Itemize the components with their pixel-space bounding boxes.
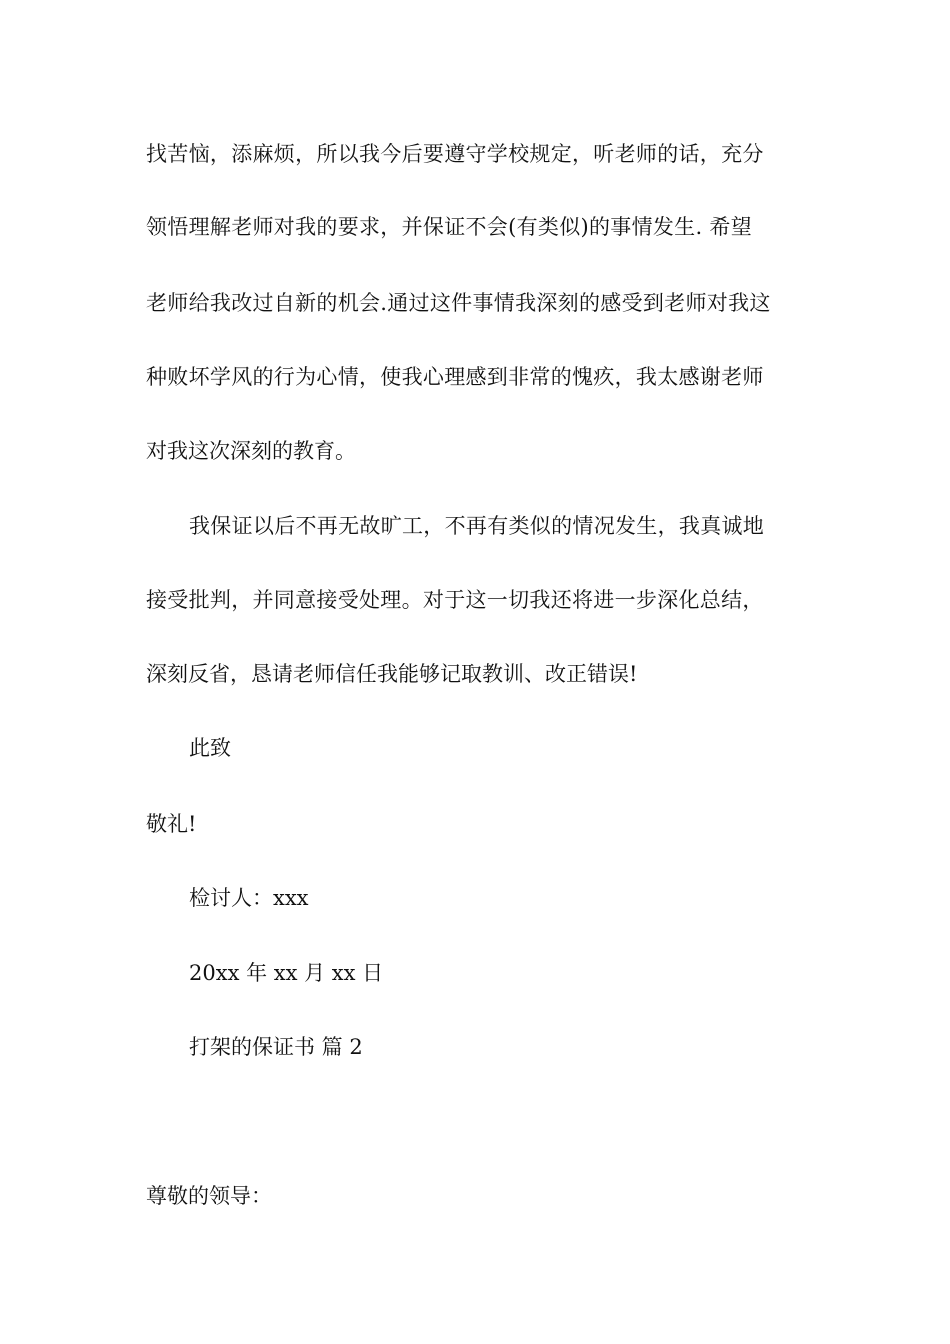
paragraph-1-line-3: 老师给我改过自新的机会.通过这件事情我深刻的感受到老师对我这 bbox=[146, 291, 771, 315]
paragraph-1-line-4: 种败坏学风的行为心情，使我心理感到非常的愧疚，我太感谢老师 bbox=[146, 365, 764, 389]
paragraph-1-line-1: 找苦恼，添麻烦，所以我今后要遵守学校规定，听老师的话，充分 bbox=[146, 142, 764, 166]
paragraph-2-line-1: 我保证以后不再无故旷工，不再有类似的情况发生，我真诚地 bbox=[189, 514, 765, 538]
section-title: 打架的保证书 篇 2 bbox=[189, 1035, 363, 1059]
signer-line: 检讨人：xxx bbox=[189, 886, 309, 910]
closing-text: 此致 bbox=[189, 736, 231, 760]
paragraph-1-line-2: 领悟理解老师对我的要求，并保证不会(有类似)的事情发生. 希望 bbox=[146, 215, 753, 239]
greeting-line: 尊敬的领导： bbox=[146, 1184, 272, 1208]
paragraph-2-line-3: 深刻反省，恳请老师信任我能够记取教训、改正错误! bbox=[146, 662, 638, 686]
paragraph-1-line-5: 对我这次深刻的教育。 bbox=[146, 439, 356, 463]
salute-text: 敬礼! bbox=[146, 812, 197, 836]
paragraph-2-line-2: 接受批判，并同意接受处理。对于这一切我还将进一步深化总结， bbox=[146, 588, 764, 612]
date-line: 20xx 年 xx 月 xx 日 bbox=[189, 961, 384, 985]
